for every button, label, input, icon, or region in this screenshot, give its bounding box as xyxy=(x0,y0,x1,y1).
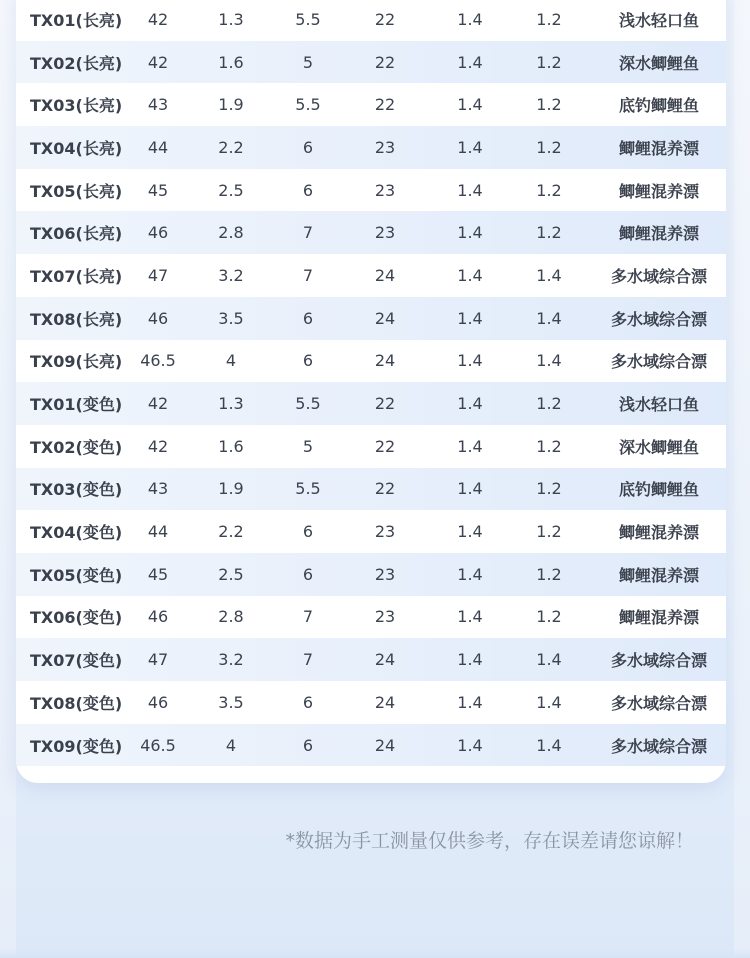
value-cell: 23 xyxy=(374,564,396,584)
value-cell: 7 xyxy=(302,223,314,243)
value-cell: 2.5 xyxy=(218,564,244,584)
value-cell: 24 xyxy=(374,692,396,712)
value-cell: 1.4 xyxy=(457,95,483,115)
value-cell: 6 xyxy=(302,308,314,328)
value-cell: 1.6 xyxy=(218,436,244,456)
value-cell: 43 xyxy=(147,479,169,499)
table-row xyxy=(16,297,726,340)
value-cell: 1.2 xyxy=(536,394,562,414)
value-cell: 46 xyxy=(147,692,169,712)
usage-cell: 深水鲫鲤鱼 xyxy=(618,53,699,73)
table-row xyxy=(16,211,726,254)
value-cell: 43 xyxy=(147,95,169,115)
model-cell: TX03(变色) xyxy=(30,480,123,500)
table-row xyxy=(16,553,726,596)
usage-cell: 浅水轻口鱼 xyxy=(618,395,699,415)
value-cell: 1.2 xyxy=(536,180,562,200)
table-row xyxy=(16,0,726,41)
value-cell: 1.4 xyxy=(536,650,562,670)
value-cell: 24 xyxy=(374,308,396,328)
table-row xyxy=(16,510,726,553)
table-row xyxy=(16,126,726,169)
value-cell: 1.4 xyxy=(457,394,483,414)
usage-cell: 鲫鲤混养漂 xyxy=(618,181,699,201)
value-cell: 6 xyxy=(302,692,314,712)
model-cell: TX09(长亮) xyxy=(30,352,123,372)
value-cell: 24 xyxy=(374,265,396,285)
value-cell: 1.2 xyxy=(536,607,562,627)
value-cell: 1.4 xyxy=(457,9,483,29)
value-cell: 1.4 xyxy=(457,351,483,371)
model-cell: TX08(长亮) xyxy=(30,309,123,329)
value-cell: 6 xyxy=(302,522,314,542)
value-cell: 4 xyxy=(225,735,237,755)
value-cell: 3.2 xyxy=(218,265,244,285)
value-cell: 3.5 xyxy=(218,692,244,712)
value-cell: 1.4 xyxy=(457,692,483,712)
model-cell: TX05(长亮) xyxy=(30,181,123,201)
disclaimer-note: *数据为手工测量仅供参考，存在误差请您谅解！ xyxy=(285,830,694,852)
value-cell: 6 xyxy=(302,564,314,584)
model-cell: TX03(长亮) xyxy=(30,96,123,116)
left-frame xyxy=(0,0,16,958)
value-cell: 1.4 xyxy=(457,265,483,285)
value-cell: 1.4 xyxy=(457,137,483,157)
usage-cell: 多水域综合漂 xyxy=(610,309,707,329)
model-cell: TX05(变色) xyxy=(30,565,123,585)
value-cell: 47 xyxy=(147,650,169,670)
value-cell: 7 xyxy=(302,650,314,670)
value-cell: 1.2 xyxy=(536,479,562,499)
value-cell: 1.2 xyxy=(536,564,562,584)
value-cell: 46.5 xyxy=(140,351,176,371)
value-cell: 1.2 xyxy=(536,223,562,243)
value-cell: 1.4 xyxy=(457,522,483,542)
value-cell: 23 xyxy=(374,180,396,200)
value-cell: 44 xyxy=(147,137,169,157)
value-cell: 4 xyxy=(225,351,237,371)
value-cell: 1.4 xyxy=(457,180,483,200)
value-cell: 3.2 xyxy=(218,650,244,670)
table-row xyxy=(16,596,726,639)
usage-cell: 浅水轻口鱼 xyxy=(618,10,699,30)
value-cell: 6 xyxy=(302,137,314,157)
table-row xyxy=(16,724,726,767)
usage-cell: 多水域综合漂 xyxy=(610,352,707,372)
model-cell: TX09(变色) xyxy=(30,736,123,756)
value-cell: 42 xyxy=(147,436,169,456)
value-cell: 46 xyxy=(147,308,169,328)
value-cell: 7 xyxy=(302,607,314,627)
value-cell: 22 xyxy=(374,479,396,499)
value-cell: 1.6 xyxy=(218,52,244,72)
value-cell: 42 xyxy=(147,9,169,29)
value-cell: 46.5 xyxy=(140,735,176,755)
value-cell: 7 xyxy=(302,265,314,285)
model-cell: TX08(变色) xyxy=(30,693,123,713)
bottom-frame xyxy=(0,948,750,958)
right-frame xyxy=(734,0,750,958)
table-row xyxy=(16,468,726,511)
model-cell: TX04(变色) xyxy=(30,523,123,543)
value-cell: 23 xyxy=(374,522,396,542)
usage-cell: 多水域综合漂 xyxy=(610,651,707,671)
value-cell: 1.4 xyxy=(536,265,562,285)
table-row xyxy=(16,638,726,681)
value-cell: 22 xyxy=(374,95,396,115)
value-cell: 1.2 xyxy=(536,52,562,72)
value-cell: 5.5 xyxy=(295,394,321,414)
value-cell: 1.2 xyxy=(536,137,562,157)
value-cell: 24 xyxy=(374,650,396,670)
value-cell: 45 xyxy=(147,180,169,200)
value-cell: 5.5 xyxy=(295,9,321,29)
value-cell: 5.5 xyxy=(295,479,321,499)
value-cell: 1.4 xyxy=(536,692,562,712)
value-cell: 1.4 xyxy=(457,436,483,456)
value-cell: 23 xyxy=(374,607,396,627)
value-cell: 24 xyxy=(374,735,396,755)
value-cell: 24 xyxy=(374,351,396,371)
value-cell: 23 xyxy=(374,223,396,243)
value-cell: 22 xyxy=(374,52,396,72)
usage-cell: 鲫鲤混养漂 xyxy=(618,565,699,585)
value-cell: 1.4 xyxy=(457,308,483,328)
value-cell: 1.3 xyxy=(218,394,244,414)
value-cell: 1.4 xyxy=(457,52,483,72)
value-cell: 1.9 xyxy=(218,95,244,115)
value-cell: 1.2 xyxy=(536,436,562,456)
value-cell: 22 xyxy=(374,9,396,29)
value-cell: 1.4 xyxy=(457,223,483,243)
value-cell: 1.3 xyxy=(218,9,244,29)
value-cell: 2.2 xyxy=(218,137,244,157)
model-cell: TX01(变色) xyxy=(30,395,123,415)
table-row xyxy=(16,382,726,425)
value-cell: 46 xyxy=(147,607,169,627)
usage-cell: 底钓鲫鲤鱼 xyxy=(618,96,699,116)
table-row xyxy=(16,83,726,126)
value-cell: 23 xyxy=(374,137,396,157)
value-cell: 1.4 xyxy=(536,351,562,371)
value-cell: 1.4 xyxy=(457,735,483,755)
usage-cell: 深水鲫鲤鱼 xyxy=(618,437,699,457)
usage-cell: 多水域综合漂 xyxy=(610,693,707,713)
value-cell: 1.4 xyxy=(457,650,483,670)
table-row xyxy=(16,41,726,84)
value-cell: 46 xyxy=(147,223,169,243)
usage-cell: 鲫鲤混养漂 xyxy=(618,224,699,244)
value-cell: 3.5 xyxy=(218,308,244,328)
value-cell: 6 xyxy=(302,351,314,371)
value-cell: 5.5 xyxy=(295,95,321,115)
model-cell: TX02(长亮) xyxy=(30,53,123,73)
model-cell: TX06(长亮) xyxy=(30,224,123,244)
value-cell: 1.2 xyxy=(536,95,562,115)
value-cell: 22 xyxy=(374,394,396,414)
table-row xyxy=(16,169,726,212)
value-cell: 22 xyxy=(374,436,396,456)
model-cell: TX01(长亮) xyxy=(30,10,123,30)
value-cell: 2.5 xyxy=(218,180,244,200)
value-cell: 45 xyxy=(147,564,169,584)
value-cell: 5 xyxy=(302,436,314,456)
value-cell: 1.2 xyxy=(536,9,562,29)
usage-cell: 鲫鲤混养漂 xyxy=(618,608,699,628)
model-cell: TX07(变色) xyxy=(30,651,123,671)
model-cell: TX06(变色) xyxy=(30,608,123,628)
spec-table xyxy=(16,0,726,766)
value-cell: 5 xyxy=(302,52,314,72)
value-cell: 1.4 xyxy=(457,564,483,584)
usage-cell: 鲫鲤混养漂 xyxy=(618,138,699,158)
value-cell: 1.4 xyxy=(457,607,483,627)
usage-cell: 多水域综合漂 xyxy=(610,736,707,756)
table-row xyxy=(16,681,726,724)
table-row xyxy=(16,254,726,297)
value-cell: 47 xyxy=(147,265,169,285)
value-cell: 1.4 xyxy=(536,735,562,755)
model-cell: TX07(长亮) xyxy=(30,266,123,286)
value-cell: 1.2 xyxy=(536,522,562,542)
table-row xyxy=(16,340,726,383)
value-cell: 1.9 xyxy=(218,479,244,499)
value-cell: 6 xyxy=(302,180,314,200)
usage-cell: 多水域综合漂 xyxy=(610,266,707,286)
value-cell: 42 xyxy=(147,394,169,414)
value-cell: 6 xyxy=(302,735,314,755)
value-cell: 2.2 xyxy=(218,522,244,542)
value-cell: 1.4 xyxy=(457,479,483,499)
model-cell: TX02(变色) xyxy=(30,437,123,457)
value-cell: 44 xyxy=(147,522,169,542)
value-cell: 1.4 xyxy=(536,308,562,328)
usage-cell: 底钓鲫鲤鱼 xyxy=(618,480,699,500)
spec-table-card xyxy=(16,0,726,783)
value-cell: 2.8 xyxy=(218,223,244,243)
value-cell: 2.8 xyxy=(218,607,244,627)
table-row xyxy=(16,425,726,468)
value-cell: 42 xyxy=(147,52,169,72)
model-cell: TX04(长亮) xyxy=(30,138,123,158)
usage-cell: 鲫鲤混养漂 xyxy=(618,523,699,543)
